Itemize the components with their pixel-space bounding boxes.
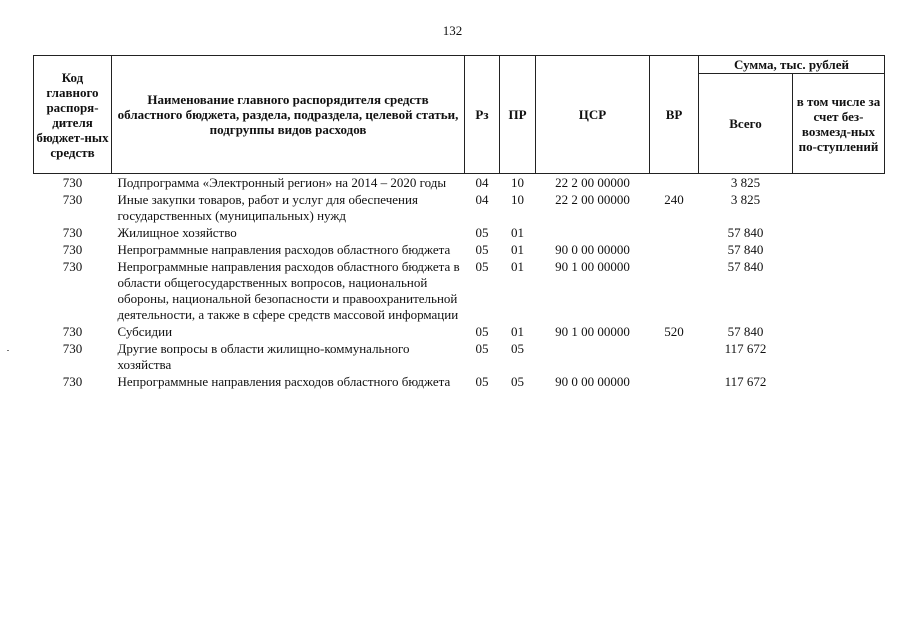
cell-code: 730 bbox=[62, 242, 83, 257]
cell-csr: 90 0 00 00000 bbox=[555, 242, 630, 257]
table-row bbox=[34, 341, 885, 374]
header-rz: Рз bbox=[465, 56, 500, 174]
cell-rz: 05 bbox=[475, 242, 489, 257]
cell-csr bbox=[536, 341, 650, 374]
cell-pr: 05 bbox=[511, 374, 524, 389]
cell-csr: 22 2 00 00000 bbox=[555, 192, 630, 207]
cell-vr bbox=[650, 341, 699, 374]
table-row bbox=[34, 192, 885, 225]
cell-pr: 10 bbox=[511, 175, 524, 190]
cell-grants bbox=[793, 341, 885, 374]
cell-code: 730 bbox=[62, 259, 83, 274]
cell-rz: 04 bbox=[475, 192, 489, 207]
cell-name: Другие вопросы в области жилищно-коммунального хозяйства bbox=[117, 341, 410, 372]
cell-total: 117 672 bbox=[724, 374, 767, 389]
scan-margin-mark bbox=[7, 350, 9, 351]
cell-pr: 05 bbox=[511, 341, 524, 356]
cell-name: Непрограммные направления расходов областного бюджета bbox=[117, 242, 451, 257]
header-vr: ВР bbox=[650, 56, 699, 174]
cell-code: 730 bbox=[62, 374, 83, 389]
cell-vr bbox=[650, 259, 699, 324]
cell-vr bbox=[650, 174, 699, 193]
cell-pr: 10 bbox=[511, 192, 524, 207]
cell-rz: 05 bbox=[475, 374, 489, 389]
cell-csr: 22 2 00 00000 bbox=[555, 175, 630, 190]
header-csr: ЦСР bbox=[536, 56, 650, 174]
cell-vr: 520 bbox=[664, 324, 684, 339]
cell-name: Непрограммные направления расходов областного бюджета в области общегосударственных вопросов, национальной обороны, национальной безопасности и правоохранительной деятельности, а также в сфере средств массовой информации bbox=[117, 259, 460, 322]
cell-pr: 01 bbox=[511, 225, 524, 240]
cell-rz: 05 bbox=[475, 225, 489, 240]
header-total: Всего bbox=[699, 74, 793, 174]
cell-code: 730 bbox=[62, 192, 83, 207]
header-name: Наименование главного распорядителя средств областного бюджета, раздела, подраздела, целевой статьи, подгруппы видов расходов bbox=[112, 56, 465, 174]
budget-table bbox=[33, 55, 885, 391]
cell-grants bbox=[793, 192, 885, 225]
cell-total: 57 840 bbox=[727, 225, 764, 240]
cell-code: 730 bbox=[62, 341, 83, 356]
cell-code: 730 bbox=[62, 175, 83, 190]
cell-pr: 01 bbox=[511, 259, 524, 274]
cell-name: Жилищное хозяйство bbox=[117, 225, 237, 240]
header-pr: ПР bbox=[500, 56, 536, 174]
table-row bbox=[34, 324, 885, 341]
cell-csr: 90 1 00 00000 bbox=[555, 324, 630, 339]
cell-total: 57 840 bbox=[727, 242, 764, 257]
table-row bbox=[34, 242, 885, 259]
cell-vr bbox=[650, 242, 699, 259]
cell-grants bbox=[793, 259, 885, 324]
header-grants: в том числе за счет без-возмезд-ных по-ступлений bbox=[793, 74, 885, 174]
cell-total: 117 672 bbox=[724, 341, 767, 356]
table-row bbox=[34, 174, 885, 193]
header-code: Код главного распоря-дителя бюджет-ных средств bbox=[34, 56, 112, 174]
cell-rz: 04 bbox=[475, 175, 489, 190]
cell-rz: 05 bbox=[475, 259, 489, 274]
table-row bbox=[34, 374, 885, 391]
cell-code: 730 bbox=[62, 225, 83, 240]
table-header bbox=[34, 56, 885, 174]
cell-csr: 90 1 00 00000 bbox=[555, 259, 630, 274]
cell-name: Иные закупки товаров, работ и услуг для обеспечения государственных (муниципальных) нужд bbox=[117, 192, 418, 223]
table-row bbox=[34, 225, 885, 242]
cell-pr: 01 bbox=[511, 242, 524, 257]
table-row bbox=[34, 259, 885, 324]
cell-rz: 05 bbox=[475, 341, 489, 356]
cell-name: Подпрограмма «Электронный регион» на 2014 – 2020 годы bbox=[117, 175, 447, 190]
header-sum-group: Сумма, тыс. рублей bbox=[699, 56, 885, 74]
cell-name: Субсидии bbox=[117, 324, 173, 339]
cell-vr: 240 bbox=[664, 192, 684, 207]
cell-grants bbox=[793, 374, 885, 391]
cell-rz: 05 bbox=[475, 324, 489, 339]
cell-pr: 01 bbox=[511, 324, 524, 339]
cell-grants bbox=[793, 324, 885, 341]
cell-total: 57 840 bbox=[727, 324, 764, 339]
cell-grants bbox=[793, 225, 885, 242]
cell-grants bbox=[793, 174, 885, 193]
cell-code: 730 bbox=[62, 324, 83, 339]
cell-vr bbox=[650, 225, 699, 242]
table-body bbox=[34, 174, 885, 392]
cell-total: 57 840 bbox=[727, 259, 764, 274]
cell-csr bbox=[536, 225, 650, 242]
cell-total: 3 825 bbox=[730, 175, 761, 190]
cell-csr: 90 0 00 00000 bbox=[555, 374, 630, 389]
cell-vr bbox=[650, 374, 699, 391]
cell-name: Непрограммные направления расходов областного бюджета bbox=[117, 374, 451, 389]
cell-grants bbox=[793, 242, 885, 259]
cell-total: 3 825 bbox=[730, 192, 761, 207]
page-number: 132 bbox=[442, 23, 463, 38]
